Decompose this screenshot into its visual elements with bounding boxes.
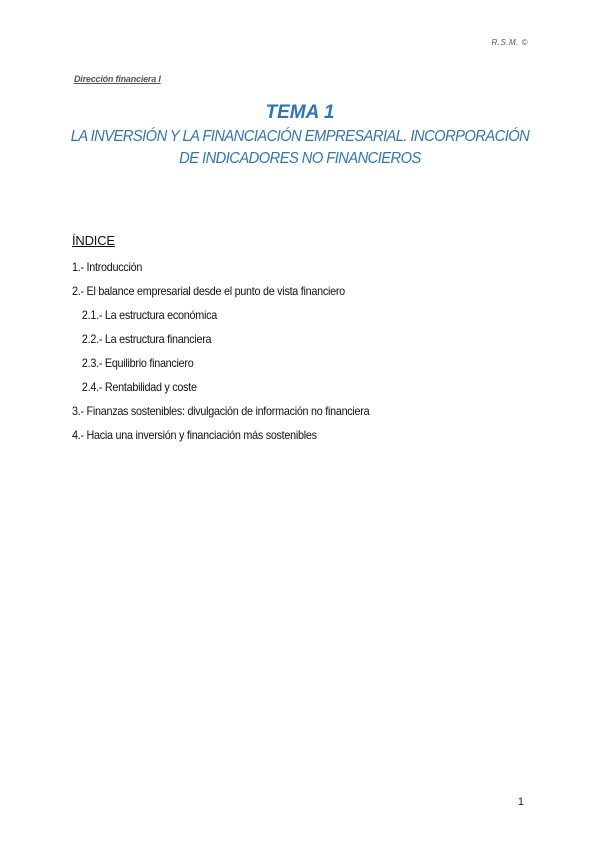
- toc-subitem: 2.1.- La estructura económica: [81, 308, 217, 322]
- topic-title: TEMA 1: [265, 102, 335, 123]
- topic-subtitle-line-1: LA INVERSIÓN Y LA FINANCIACIÓN EMPRESARIAL. INCORPORACIÓN: [70, 128, 530, 145]
- toc-item: 2.- El balance empresarial desde el punto de vista financiero: [72, 284, 345, 298]
- page-number: 1: [517, 796, 524, 808]
- course-name: Dirección financiera I: [74, 74, 161, 84]
- toc-subitem: 2.4.- Rentabilidad y coste: [81, 380, 197, 394]
- toc-subitem: 2.3.- Equilibrio financiero: [81, 356, 194, 370]
- toc-item: 1.- Introducción: [72, 260, 143, 274]
- title-block: [40, 100, 560, 170]
- toc-heading: ÍNDICE: [72, 233, 115, 248]
- topic-subtitle-line-2: DE INDICADORES NO FINANCIEROS: [179, 150, 421, 167]
- toc-item: 4.- Hacia una inversión y financiación más sostenibles: [72, 428, 317, 442]
- toc-subitem: 2.2.- La estructura financiera: [81, 332, 212, 346]
- author-mark: R.S.M. ©: [491, 38, 528, 47]
- toc-item: 3.- Finanzas sostenibles: divulgación de información no financiera: [72, 404, 370, 418]
- table-of-contents: [72, 231, 542, 447]
